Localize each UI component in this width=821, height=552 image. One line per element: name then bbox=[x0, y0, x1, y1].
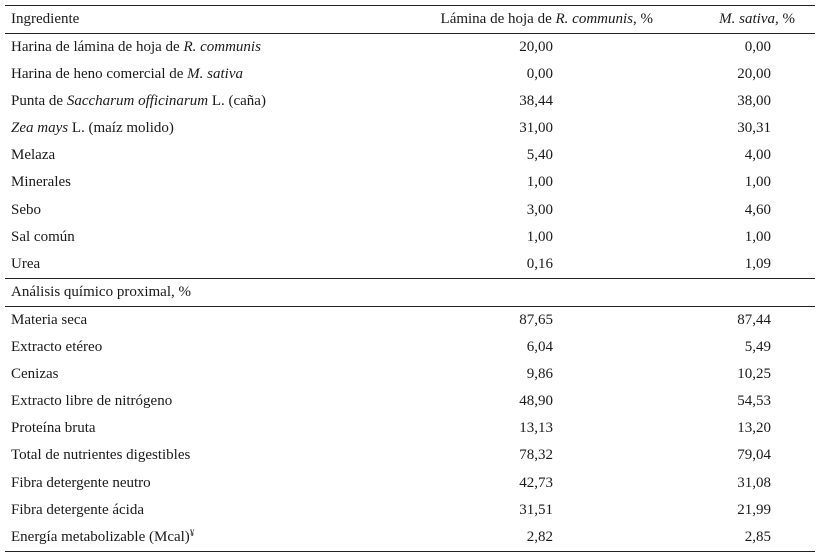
value-r-communis: 87,65 bbox=[519, 311, 553, 328]
value-m-sativa: 1,00 bbox=[744, 228, 771, 245]
ingredient-name-text: Harina de heno comercial de bbox=[11, 66, 188, 83]
section-title-row bbox=[5, 279, 815, 306]
table-row bbox=[5, 34, 815, 61]
value-r-communis: 31,51 bbox=[519, 501, 553, 518]
ingredient-name bbox=[11, 61, 243, 88]
value-m-sativa: 13,20 bbox=[737, 420, 771, 437]
header-col2-pre: Lámina de hoja de bbox=[440, 11, 556, 27]
footnote-marker: ¥ bbox=[189, 527, 195, 538]
ingredient-name bbox=[11, 34, 261, 61]
header-ingredient: Ingrediente bbox=[11, 11, 80, 27]
analysis-label-text: Proteína bruta bbox=[11, 420, 96, 437]
ingredient-name bbox=[11, 251, 40, 278]
ingredient-species: Zea mays bbox=[11, 120, 69, 137]
ingredient-species: M. sativa bbox=[187, 66, 243, 83]
header-col3-species: M. sativa bbox=[719, 11, 775, 27]
ingredient-species: R. communis bbox=[183, 39, 261, 55]
value-m-sativa: 10,25 bbox=[737, 366, 771, 383]
analysis-label bbox=[11, 415, 96, 442]
analysis-label-text: Extracto libre de nitrógeno bbox=[11, 393, 173, 410]
analysis-label bbox=[11, 524, 194, 551]
analysis-label-text: Fibra detergente ácida bbox=[11, 501, 144, 518]
analysis-label bbox=[11, 442, 190, 469]
ingredient-name-text: Harina de lámina de hoja de bbox=[11, 39, 184, 55]
analysis-label bbox=[11, 307, 87, 334]
ingredient-name-text: Punta de bbox=[11, 93, 67, 110]
analysis-label-text: Energía metabolizable (Mcal) bbox=[11, 528, 190, 545]
table-row bbox=[5, 251, 815, 278]
value-r-communis: 2,82 bbox=[526, 528, 553, 545]
value-m-sativa: 21,99 bbox=[737, 501, 771, 518]
ingredient-name bbox=[11, 197, 41, 224]
ingredient-name-text: Minerales bbox=[11, 174, 71, 191]
value-m-sativa: 31,08 bbox=[737, 474, 771, 491]
analysis-label-text: Materia seca bbox=[11, 311, 88, 328]
value-r-communis: 1,00 bbox=[526, 228, 553, 245]
value-m-sativa: 4,60 bbox=[744, 201, 771, 218]
table-row bbox=[5, 169, 815, 196]
ingredient-name bbox=[11, 142, 55, 169]
table-row bbox=[5, 470, 815, 497]
value-r-communis: 38,44 bbox=[519, 93, 553, 110]
value-m-sativa: 30,31 bbox=[737, 120, 771, 137]
value-r-communis: 6,04 bbox=[526, 339, 553, 356]
analysis-label bbox=[11, 497, 144, 524]
section-title: Análisis químico proximal, % bbox=[11, 283, 191, 300]
analysis-label-text: Extracto etéreo bbox=[11, 339, 103, 356]
value-m-sativa: 1,00 bbox=[744, 174, 771, 191]
value-r-communis: 5,40 bbox=[526, 147, 553, 164]
table-row bbox=[5, 142, 815, 169]
value-r-communis: 9,86 bbox=[526, 366, 553, 383]
table-row bbox=[5, 197, 815, 224]
value-r-communis: 20,00 bbox=[519, 39, 553, 55]
value-r-communis: 31,00 bbox=[519, 120, 553, 137]
ingredient-name-text: Melaza bbox=[11, 147, 56, 164]
ingredient-name-suffix: L. (maíz molido) bbox=[68, 120, 174, 137]
header-r-communis bbox=[441, 6, 653, 33]
value-r-communis: 13,13 bbox=[519, 420, 553, 437]
value-r-communis: 0,00 bbox=[526, 66, 553, 83]
table-row bbox=[5, 388, 815, 415]
table-row bbox=[5, 442, 815, 469]
table-row bbox=[5, 415, 815, 442]
value-m-sativa: 79,04 bbox=[737, 447, 771, 464]
value-m-sativa: 5,49 bbox=[744, 339, 771, 356]
value-m-sativa: 1,09 bbox=[744, 255, 771, 272]
value-m-sativa: 4,00 bbox=[744, 147, 771, 164]
analysis-label bbox=[11, 361, 58, 388]
value-m-sativa: 0,00 bbox=[744, 39, 771, 55]
table-row bbox=[5, 497, 815, 524]
ingredients-section bbox=[5, 34, 815, 278]
table-row bbox=[5, 115, 815, 142]
value-m-sativa: 20,00 bbox=[737, 66, 771, 83]
ingredient-name bbox=[11, 115, 174, 142]
header-col3-unit: , % bbox=[775, 11, 795, 27]
value-r-communis: 3,00 bbox=[526, 201, 553, 218]
analysis-section bbox=[5, 307, 815, 551]
value-m-sativa: 2,85 bbox=[744, 528, 771, 545]
analysis-label bbox=[11, 388, 172, 415]
analysis-label bbox=[11, 334, 102, 361]
ingredient-name bbox=[11, 88, 266, 115]
table-row bbox=[5, 224, 815, 251]
header-col2-unit: , % bbox=[633, 11, 653, 27]
table-row bbox=[5, 88, 815, 115]
table-header-row bbox=[5, 6, 815, 33]
value-r-communis: 48,90 bbox=[519, 393, 553, 410]
analysis-label bbox=[11, 470, 151, 497]
analysis-label-text: Cenizas bbox=[11, 366, 59, 383]
table-row bbox=[5, 307, 815, 334]
value-r-communis: 42,73 bbox=[519, 474, 553, 491]
value-m-sativa: 87,44 bbox=[737, 311, 771, 328]
ingredient-name bbox=[11, 224, 75, 251]
value-r-communis: 1,00 bbox=[526, 174, 553, 191]
table-row bbox=[5, 61, 815, 88]
table-row bbox=[5, 524, 815, 551]
header-col2-species: R. communis bbox=[555, 11, 633, 27]
value-r-communis: 0,16 bbox=[526, 255, 553, 272]
ingredient-name-text: Sal común bbox=[11, 228, 75, 245]
analysis-label-text: Total de nutrientes digestibles bbox=[11, 447, 191, 464]
ingredient-name-suffix: L. (caña) bbox=[208, 93, 266, 110]
ingredient-name bbox=[11, 169, 71, 196]
value-m-sativa: 38,00 bbox=[737, 93, 771, 110]
value-r-communis: 78,32 bbox=[519, 447, 553, 464]
composition-table bbox=[5, 5, 815, 552]
ingredient-species: Saccharum officinarum bbox=[66, 93, 209, 110]
header-m-sativa bbox=[719, 6, 795, 33]
value-m-sativa: 54,53 bbox=[737, 393, 771, 410]
ingredient-name-text: Sebo bbox=[11, 201, 41, 218]
table-row bbox=[5, 334, 815, 361]
ingredient-name-text: Urea bbox=[11, 255, 41, 272]
table-row bbox=[5, 361, 815, 388]
analysis-label-text: Fibra detergente neutro bbox=[11, 474, 151, 491]
